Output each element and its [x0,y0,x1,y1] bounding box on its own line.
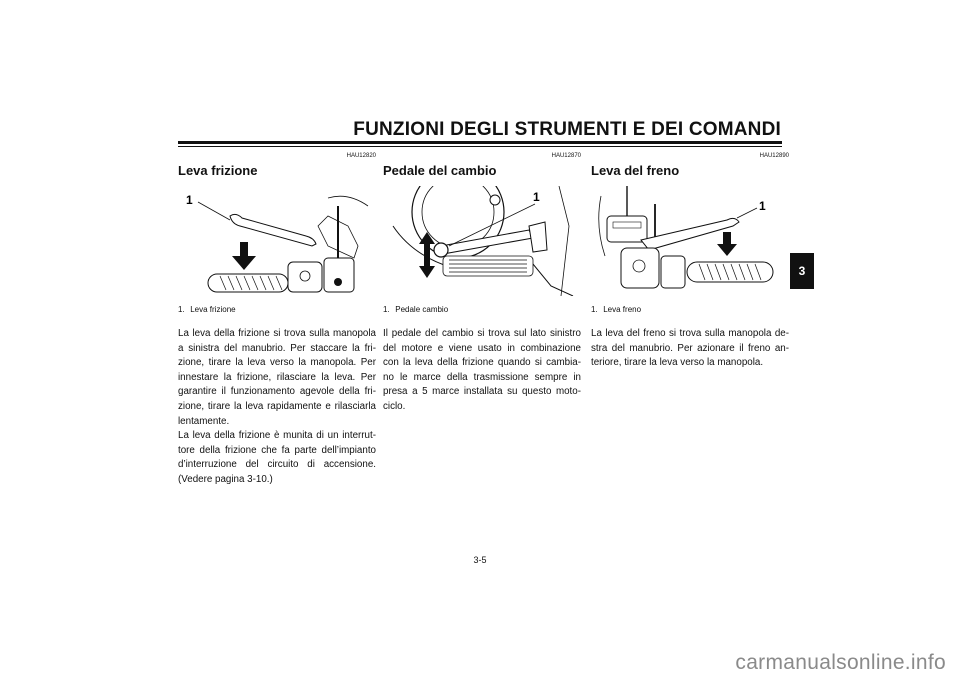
section-code: HAU12870 [551,153,581,159]
section-title: Leva del freno [591,163,680,178]
clutch-lever-illustration [178,186,376,296]
section-body: La leva della frizione si trova sulla manopola a sinistra del manubrio. Per staccare la fri-zione, tirare la leva verso la manopola. Per innestare la frizione, rilasciare la leva. Per garantire il funzionamento agevole della fri-zione, tirare la leva rapidamente e rilasciarla lentamente. La leva della frizione è munita di un interrut-tore della frizione che fa parte dell’impianto d’interruzione del circuito di accensione. (Vedere pagina 3-10.) [178,328,376,485]
page-number: 3-5 [473,555,487,565]
caption-number: 1. [591,305,598,314]
section-code: HAU12820 [346,153,376,159]
section-shift-pedal [383,152,581,415]
section-title: Leva frizione [178,163,258,178]
section-clutch-lever [178,152,376,488]
section-title: Pedale del cambio [383,163,497,178]
caption-text: Pedale cambio [395,305,449,314]
figure-caption [591,304,789,316]
shift-pedal-drawing [383,186,581,296]
watermark: carmanualsonline.info [735,651,946,674]
page-header-title: FUNZIONI DEGLI STRUMENTI E DEI COMANDI [353,119,781,140]
brake-lever-illustration [591,186,789,296]
header-rule-thick [178,141,782,144]
figure-callout: 1 [533,190,540,204]
figure-caption [383,304,581,316]
caption-number: 1. [383,305,390,314]
caption-number: 1. [178,305,185,314]
shift-pedal-illustration [383,186,581,296]
figure-callout: 1 [759,199,766,213]
figure-caption [178,304,376,316]
brake-lever-drawing [591,186,789,296]
section-body: Il pedale del cambio si trova sul lato sinistro del motore e viene usato in combinazione con la leva della frizione quando si cambia-no le marce della trasmissione sempre in presa a 5 marce installata su questo moto-ciclo. [383,328,581,412]
section-code: HAU12890 [759,153,789,159]
caption-text: Leva freno [603,305,642,314]
down-arrow-icon [717,232,737,256]
section-body: La leva del freno si trova sulla manopola de-stra del manubrio. Per azionare il freno an-teriore, tirare la leva verso la manopola. [591,328,789,369]
clutch-lever-drawing [178,186,376,296]
figure-callout: 1 [186,193,193,207]
caption-text: Leva frizione [190,305,236,314]
header-rule-thin [178,146,782,147]
down-arrow-icon [232,242,256,270]
section-brake-lever [591,152,789,371]
chapter-tab[interactable]: 3 [790,253,814,289]
